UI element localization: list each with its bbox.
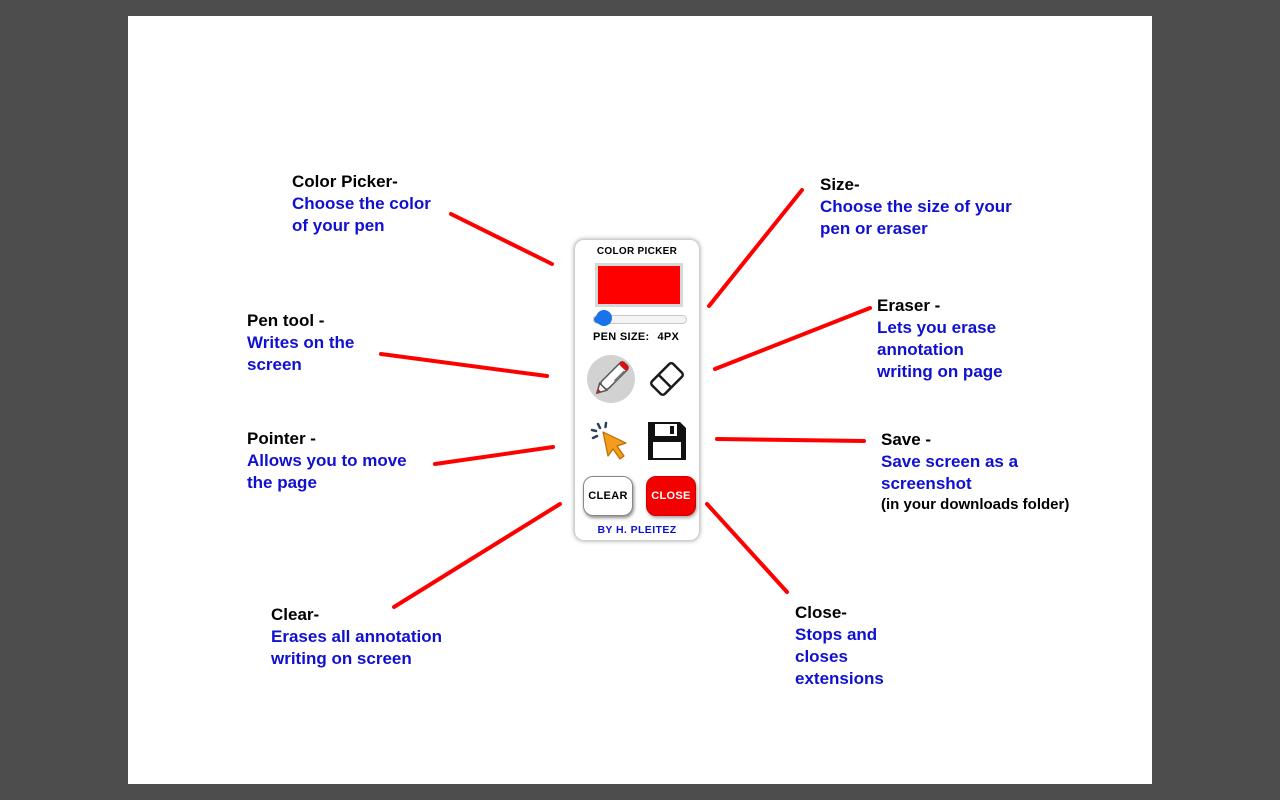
callout-desc: Stops and [795,625,878,644]
pointer-tool-button[interactable] [586,416,636,466]
callout-desc: Choose the size of your [820,197,1012,216]
callout-title: Clear- [271,605,320,624]
eraser-icon [642,354,692,404]
callout-desc: the page [247,473,317,492]
callout-pen-tool [247,310,354,376]
callout-desc: extensions [795,669,884,688]
callout-clear [271,604,442,670]
callout-desc: screen [247,355,302,374]
pointer-icon [586,416,636,466]
color-picker-title: COLOR PICKER [596,246,678,257]
close-button[interactable]: CLOSE [646,476,696,516]
callout-title: Color Picker- [292,172,398,191]
callout-desc: Choose the color [292,194,431,213]
pen-size-readout [593,331,693,343]
callout-close [795,602,884,690]
callout-desc: writing on page [877,362,1003,381]
callout-desc: pen or eraser [820,219,928,238]
callout-desc: Lets you erase [877,318,997,337]
callout-title: Pointer - [247,429,316,448]
clear-button[interactable]: CLEAR [583,476,633,516]
color-picker-swatch[interactable] [595,263,683,307]
author-byline: BY H. PLEITEZ [597,524,677,536]
eraser-tool-button[interactable] [642,354,692,404]
callout-desc: of your pen [292,216,385,235]
pen-size-value: 4PX [657,331,680,343]
callout-desc: Allows you to move [247,451,407,470]
pen-tool-button[interactable] [586,354,636,404]
callout-title: Save - [881,430,932,449]
callout-desc: writing on screen [271,649,412,668]
callout-desc: annotation [877,340,964,359]
callout-color-picker [292,171,431,237]
annotation-toolbar-panel [574,239,700,541]
callout-title: Eraser - [877,296,941,315]
callout-title: Size- [820,175,860,194]
save-icon [642,416,692,466]
callout-desc: Erases all annotation [271,627,442,646]
callout-eraser [877,295,1003,383]
callout-pointer [247,428,407,494]
callout-save [881,429,1069,515]
callout-desc: Writes on the [247,333,355,352]
pen-icon [586,354,636,404]
callout-size [820,174,1012,240]
save-tool-button[interactable] [642,416,692,466]
callout-desc: closes [795,647,848,666]
callout-title: Close- [795,603,847,622]
callout-title: Pen tool - [247,311,325,330]
callout-note: (in your downloads folder) [881,496,1070,513]
callout-desc: Save screen as a [881,452,1019,471]
callout-desc: screenshot [881,474,972,493]
pen-size-label: PEN SIZE: [593,331,650,343]
